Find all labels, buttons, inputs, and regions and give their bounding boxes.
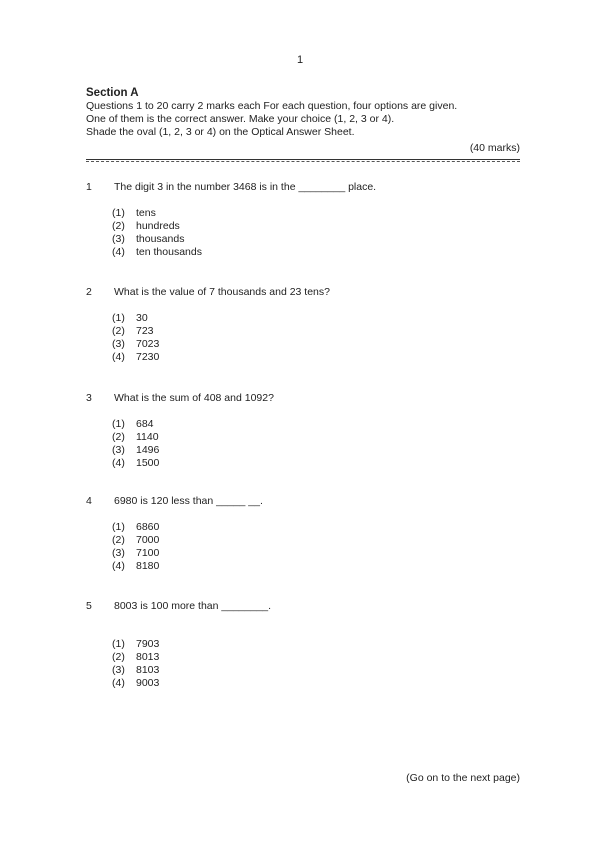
option-text: 6860 <box>136 521 160 533</box>
question-text: What is the sum of 408 and 1092? <box>114 392 274 404</box>
option-list <box>112 638 159 690</box>
option-text: 1500 <box>136 457 160 469</box>
option-number: (4) <box>112 677 125 689</box>
question-text: 8003 is 100 more than ________. <box>114 600 272 612</box>
instruction-line: Shade the oval (1, 2, 3 or 4) on the Optical Answer Sheet. <box>86 126 355 138</box>
option-item <box>112 677 159 690</box>
option-list <box>112 418 159 470</box>
option-text: 7903 <box>136 638 160 650</box>
option-number: (3) <box>112 338 125 350</box>
question-number: 3 <box>86 392 92 404</box>
option-text: 7230 <box>136 351 160 363</box>
option-text: 7100 <box>136 547 160 559</box>
option-text: hundreds <box>136 220 180 232</box>
option-item <box>112 338 159 351</box>
question-text: What is the value of 7 thousands and 23 tens? <box>114 286 330 298</box>
option-number: (4) <box>112 351 125 363</box>
question-text: 6980 is 120 less than _____ __. <box>114 495 263 507</box>
option-text: 7000 <box>136 534 160 546</box>
divider-line <box>86 159 520 160</box>
option-number: (1) <box>112 207 125 219</box>
option-text: 1140 <box>136 431 159 443</box>
option-item <box>112 547 159 560</box>
question-text: The digit 3 in the number 3468 is in the ________ place. <box>114 181 377 193</box>
option-list <box>112 207 202 259</box>
option-item <box>112 534 159 547</box>
option-item <box>112 431 159 444</box>
option-number: (2) <box>112 534 125 546</box>
divider-line <box>86 161 520 162</box>
option-item <box>112 325 159 338</box>
option-number: (1) <box>112 418 125 430</box>
option-text: tens <box>136 207 156 219</box>
option-text: 8180 <box>136 560 160 572</box>
option-item <box>112 233 202 246</box>
option-item <box>112 444 159 457</box>
option-text: ten thousands <box>136 246 202 258</box>
option-number: (2) <box>112 651 125 663</box>
section-marks: (40 marks) <box>469 142 520 154</box>
option-item <box>112 220 202 233</box>
option-item <box>112 457 159 470</box>
instruction-line: One of them is the correct answer. Make your choice (1, 2, 3 or 4). <box>86 113 395 125</box>
option-text: 8013 <box>136 651 160 663</box>
footer-note: (Go on to the next page) <box>406 772 520 784</box>
option-text: 8103 <box>136 664 160 676</box>
option-item <box>112 521 159 534</box>
option-text: 30 <box>136 312 148 324</box>
option-number: (1) <box>112 312 125 324</box>
option-item <box>112 312 159 325</box>
option-number: (1) <box>112 638 125 650</box>
option-number: (2) <box>112 431 125 443</box>
option-number: (1) <box>112 521 125 533</box>
page-number: 1 <box>296 54 304 66</box>
option-number: (3) <box>112 664 125 676</box>
option-number: (2) <box>112 220 125 232</box>
option-text: thousands <box>136 233 185 245</box>
option-item <box>112 207 202 220</box>
option-text: 723 <box>136 325 154 337</box>
option-item <box>112 418 159 431</box>
option-number: (2) <box>112 325 125 337</box>
option-text: 7023 <box>136 338 160 350</box>
option-text: 9003 <box>136 677 160 689</box>
question-number: 4 <box>86 495 92 507</box>
question-number: 1 <box>86 181 92 193</box>
option-number: (4) <box>112 560 125 572</box>
option-number: (4) <box>112 457 125 469</box>
option-number: (3) <box>112 444 125 456</box>
section-instructions <box>86 100 457 139</box>
option-text: 1496 <box>136 444 160 456</box>
option-item <box>112 351 159 364</box>
option-item <box>112 638 159 651</box>
instruction-line: Questions 1 to 20 carry 2 marks each For each question, four options are given. <box>86 100 458 112</box>
option-item <box>112 651 159 664</box>
option-list <box>112 521 159 573</box>
option-number: (4) <box>112 246 125 258</box>
option-number: (3) <box>112 233 125 245</box>
option-item <box>112 664 159 677</box>
question-number: 5 <box>86 600 92 612</box>
question-number: 2 <box>86 286 92 298</box>
option-item <box>112 560 159 573</box>
section-title: Section A <box>86 87 139 99</box>
option-number: (3) <box>112 547 125 559</box>
option-list <box>112 312 159 364</box>
option-item <box>112 246 202 259</box>
option-text: 684 <box>136 418 154 430</box>
